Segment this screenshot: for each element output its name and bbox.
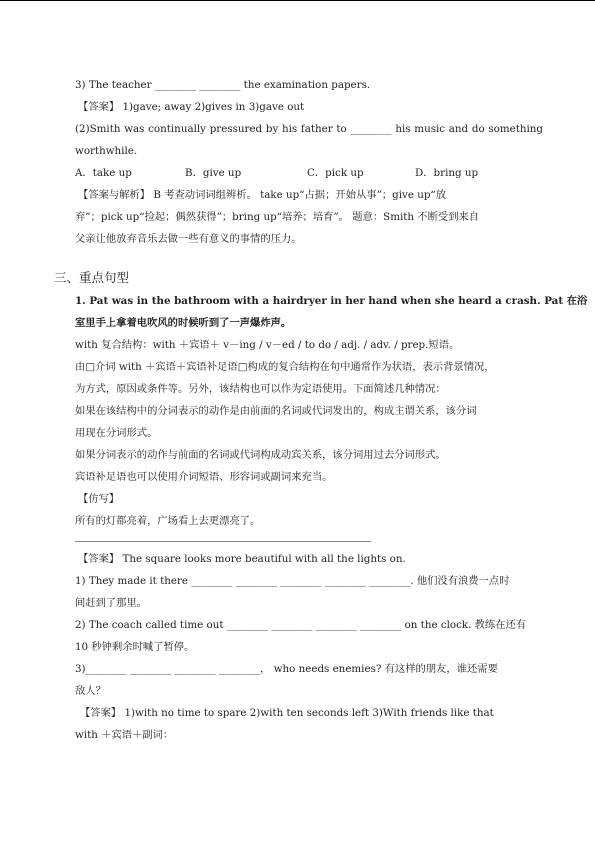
explanation-line-3: 如果在该结构中的分词表示的动作是由前面的名词或代词发出的，构成主谓关系，该分词 bbox=[75, 405, 477, 417]
analysis-line-1: 【答案与解析】 B 考查动词词组辨析。 take up“占据；开始从事”；give up“放 bbox=[78, 189, 446, 201]
answer-block-2: 【答案】 The square looks more beautiful with all the lights on. bbox=[78, 553, 406, 565]
question-2-line-2: worthwhile. bbox=[75, 145, 138, 157]
exercise-1-line-2: 间赶到了那里。 bbox=[75, 597, 148, 609]
key-sentence-line-1: 1. Pat was in the bathroom with a hairdryer in her hand when she heard a crash. Pat 在浴 bbox=[75, 295, 588, 307]
exercise-3-line-2: 敌人？ bbox=[75, 685, 106, 697]
imitate-label: 【仿写】 bbox=[78, 493, 120, 505]
key-sentence-line-2: 室里手上拿着电吹风的时候听到了一声爆炸声。 bbox=[75, 317, 292, 329]
analysis-line-3: 父亲让他放弃音乐去做一些有意义的事情的压力。 bbox=[75, 233, 302, 245]
document-body bbox=[54, 74, 588, 746]
explanation-line-1: 由□介词 with ＋宾语＋宾语补足语□构成的复合结构在句中通常作为状语，表示背景情况， bbox=[75, 361, 495, 373]
option-d: D．bring up bbox=[415, 167, 479, 179]
exercise-3-line-1: 3)________ ________ ________ ________， who needs enemies? 有这样的朋友，谁还需要 bbox=[75, 663, 498, 675]
option-b: B．give up bbox=[185, 167, 242, 179]
exercise-1-line-1: 1) They made it there ________ ________ ________ ________ ________. 他们没有浪费一点时 bbox=[75, 575, 510, 587]
option-c: C．pick up bbox=[307, 167, 364, 179]
answer-blank-line bbox=[75, 532, 371, 542]
explanation-line-6: 宾语补足语也可以使用介词短语、形容词或副词来充当。 bbox=[75, 471, 333, 483]
answer-block-3: 【答案】 1)with no time to spare 2)with ten seconds left 3)With friends like that bbox=[80, 707, 494, 719]
option-a: A．take up bbox=[75, 167, 132, 179]
with-structure: with 复合结构：with ＋宾语＋ v－ing / v－ed / to do / adj. / adv. / prep.短语。 bbox=[75, 339, 460, 351]
explanation-line-4: 用现在分词形式。 bbox=[75, 427, 158, 439]
explanation-line-5: 如果分词表示的动作与前面的名词或代词构成动宾关系，该分词用过去分词形式。 bbox=[75, 449, 446, 461]
exercise-2-line-1: 2) The coach called time out ________ ________ ________ ________ on the clock. 教练在还有 bbox=[75, 619, 527, 631]
question-3-teacher: 3) The teacher ________ ________ the examination papers. bbox=[75, 79, 371, 91]
imitate-prompt: 所有的灯都亮着，广场看上去更漂亮了。 bbox=[75, 515, 261, 527]
section-title: 三、重点句型 bbox=[54, 270, 130, 285]
answer-block-1: 【答案】 1)gave; away 2)gives in 3)gave out bbox=[78, 101, 305, 113]
analysis-line-2: 弃”；pick up“捡起；偶然获得”；bring up“培养；培育”。 题意：Smith 不断受到来自 bbox=[75, 211, 480, 223]
top-rule bbox=[0, 0, 595, 1]
exercise-2-line-2: 10 秒钟剩余时喊了暂停。 bbox=[75, 641, 195, 653]
options-row bbox=[75, 162, 543, 184]
question-2-line-1: (2)Smith was continually pressured by his father to ________ his music and do something bbox=[75, 123, 543, 135]
with-adverb-structure: with ＋宾语＋副词： bbox=[75, 729, 174, 741]
explanation-line-2: 为方式，原因或条件等。另外，该结构也可以作为定语使用。下面简述几种情况： bbox=[75, 383, 446, 395]
